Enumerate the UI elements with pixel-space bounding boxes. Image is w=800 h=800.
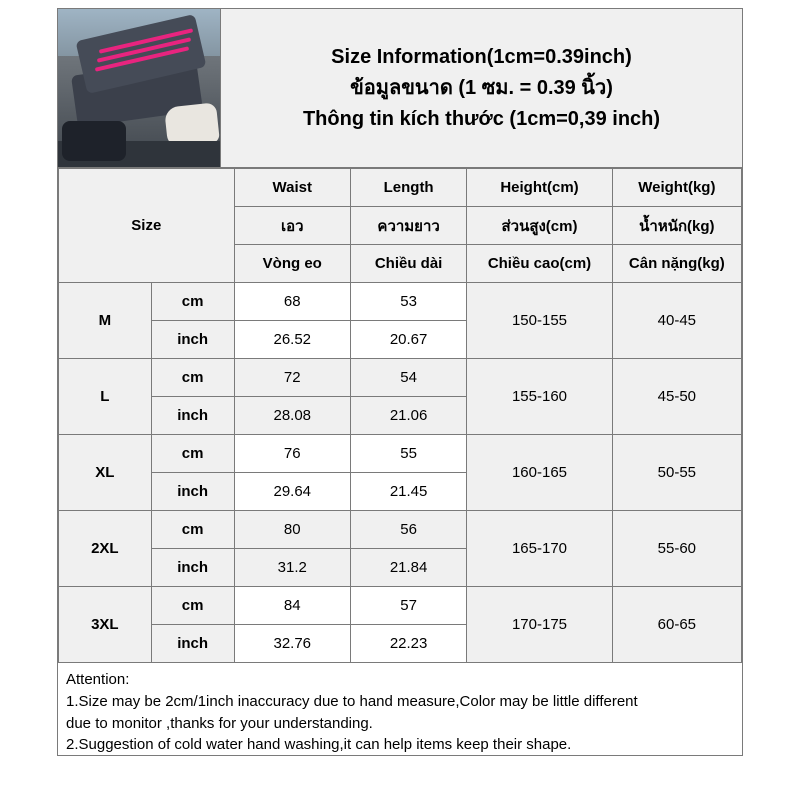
col-header-weight-en: Weight(kg) bbox=[612, 169, 741, 207]
cell-height-xl: 160-165 bbox=[467, 435, 612, 511]
table-row bbox=[59, 283, 742, 321]
photo-bag bbox=[62, 121, 126, 161]
attention-line-2: due to monitor ,thanks for your understanding. bbox=[66, 714, 373, 732]
col-header-length-en: Length bbox=[350, 169, 466, 207]
title-thai: ข้อมูลขนาด (1 ซม. = 0.39 นิ้ว) bbox=[350, 76, 613, 99]
cell-weight-xl: 50-55 bbox=[612, 435, 741, 511]
cell-waist-cm-xl: 76 bbox=[234, 435, 350, 473]
product-photo bbox=[58, 9, 221, 167]
cell-length-inch-3xl: 22.23 bbox=[350, 625, 466, 663]
row-size-2xl: 2XL bbox=[59, 511, 152, 587]
cell-waist-cm-2xl: 80 bbox=[234, 511, 350, 549]
col-header-height-th: ส่วนสูง(cm) bbox=[467, 207, 612, 245]
cell-weight-3xl: 60-65 bbox=[612, 587, 741, 663]
col-header-height-vi: Chiều cao(cm) bbox=[467, 245, 612, 283]
cell-weight-m: 40-45 bbox=[612, 283, 741, 359]
cell-length-inch-2xl: 21.84 bbox=[350, 549, 466, 587]
row-unit-inch: inch bbox=[151, 549, 234, 587]
cell-height-2xl: 165-170 bbox=[467, 511, 612, 587]
cell-height-l: 155-160 bbox=[467, 359, 612, 435]
cell-waist-cm-l: 72 bbox=[234, 359, 350, 397]
title-english: Size Information(1cm=0.39inch) bbox=[331, 45, 632, 68]
cell-length-cm-xl: 55 bbox=[350, 435, 466, 473]
chart-header bbox=[58, 9, 742, 168]
table-row bbox=[59, 359, 742, 397]
col-header-waist-en: Waist bbox=[234, 169, 350, 207]
col-header-weight-vi: Cân nặng(kg) bbox=[612, 245, 741, 283]
cell-waist-inch-2xl: 31.2 bbox=[234, 549, 350, 587]
row-unit-cm: cm bbox=[151, 283, 234, 321]
cell-length-cm-2xl: 56 bbox=[350, 511, 466, 549]
cell-length-cm-m: 53 bbox=[350, 283, 466, 321]
cell-waist-inch-l: 28.08 bbox=[234, 397, 350, 435]
cell-length-inch-xl: 21.45 bbox=[350, 473, 466, 511]
col-header-height-en: Height(cm) bbox=[467, 169, 612, 207]
size-chart-card bbox=[57, 8, 743, 756]
cell-weight-2xl: 55-60 bbox=[612, 511, 741, 587]
cell-waist-cm-3xl: 84 bbox=[234, 587, 350, 625]
col-header-length-vi: Chiều dài bbox=[350, 245, 466, 283]
cell-height-m: 150-155 bbox=[467, 283, 612, 359]
attention-line-1: 1.Size may be 2cm/1inch inaccuracy due to hand measure,Color may be little different bbox=[66, 692, 638, 710]
row-size-m: M bbox=[59, 283, 152, 359]
cell-waist-cm-m: 68 bbox=[234, 283, 350, 321]
row-unit-inch: inch bbox=[151, 397, 234, 435]
table-row bbox=[59, 435, 742, 473]
row-size-l: L bbox=[59, 359, 152, 435]
cell-length-inch-m: 20.67 bbox=[350, 321, 466, 359]
attention-block bbox=[58, 663, 742, 764]
attention-line-3: 2.Suggestion of cold water hand washing,it can help items keep their shape. bbox=[66, 736, 572, 754]
col-header-waist-vi: Vòng eo bbox=[234, 245, 350, 283]
row-unit-inch: inch bbox=[151, 321, 234, 359]
row-unit-cm: cm bbox=[151, 587, 234, 625]
col-header-length-th: ความยาว bbox=[350, 207, 466, 245]
col-header-waist-th: เอว bbox=[234, 207, 350, 245]
cell-length-inch-l: 21.06 bbox=[350, 397, 466, 435]
table-row bbox=[59, 511, 742, 549]
row-unit-cm: cm bbox=[151, 435, 234, 473]
cell-waist-inch-m: 26.52 bbox=[234, 321, 350, 359]
row-unit-cm: cm bbox=[151, 359, 234, 397]
cell-weight-l: 45-50 bbox=[612, 359, 741, 435]
table-row bbox=[59, 587, 742, 625]
row-size-xl: XL bbox=[59, 435, 152, 511]
row-unit-inch: inch bbox=[151, 625, 234, 663]
cell-height-3xl: 170-175 bbox=[467, 587, 612, 663]
row-unit-cm: cm bbox=[151, 511, 234, 549]
col-header-weight-th: น้ำหนัก(kg) bbox=[612, 207, 741, 245]
title-vietnamese: Thông tin kích thước (1cm=0,39 inch) bbox=[302, 107, 661, 130]
row-unit-inch: inch bbox=[151, 473, 234, 511]
size-header-label: Size bbox=[59, 169, 235, 283]
row-size-3xl: 3XL bbox=[59, 587, 152, 663]
cell-waist-inch-3xl: 32.76 bbox=[234, 625, 350, 663]
title-block bbox=[221, 9, 742, 167]
attention-heading: Attention: bbox=[66, 671, 130, 688]
table-header-row-1 bbox=[59, 169, 742, 207]
cell-length-cm-3xl: 57 bbox=[350, 587, 466, 625]
cell-length-cm-l: 54 bbox=[350, 359, 466, 397]
cell-waist-inch-xl: 29.64 bbox=[234, 473, 350, 511]
size-table bbox=[58, 168, 742, 663]
